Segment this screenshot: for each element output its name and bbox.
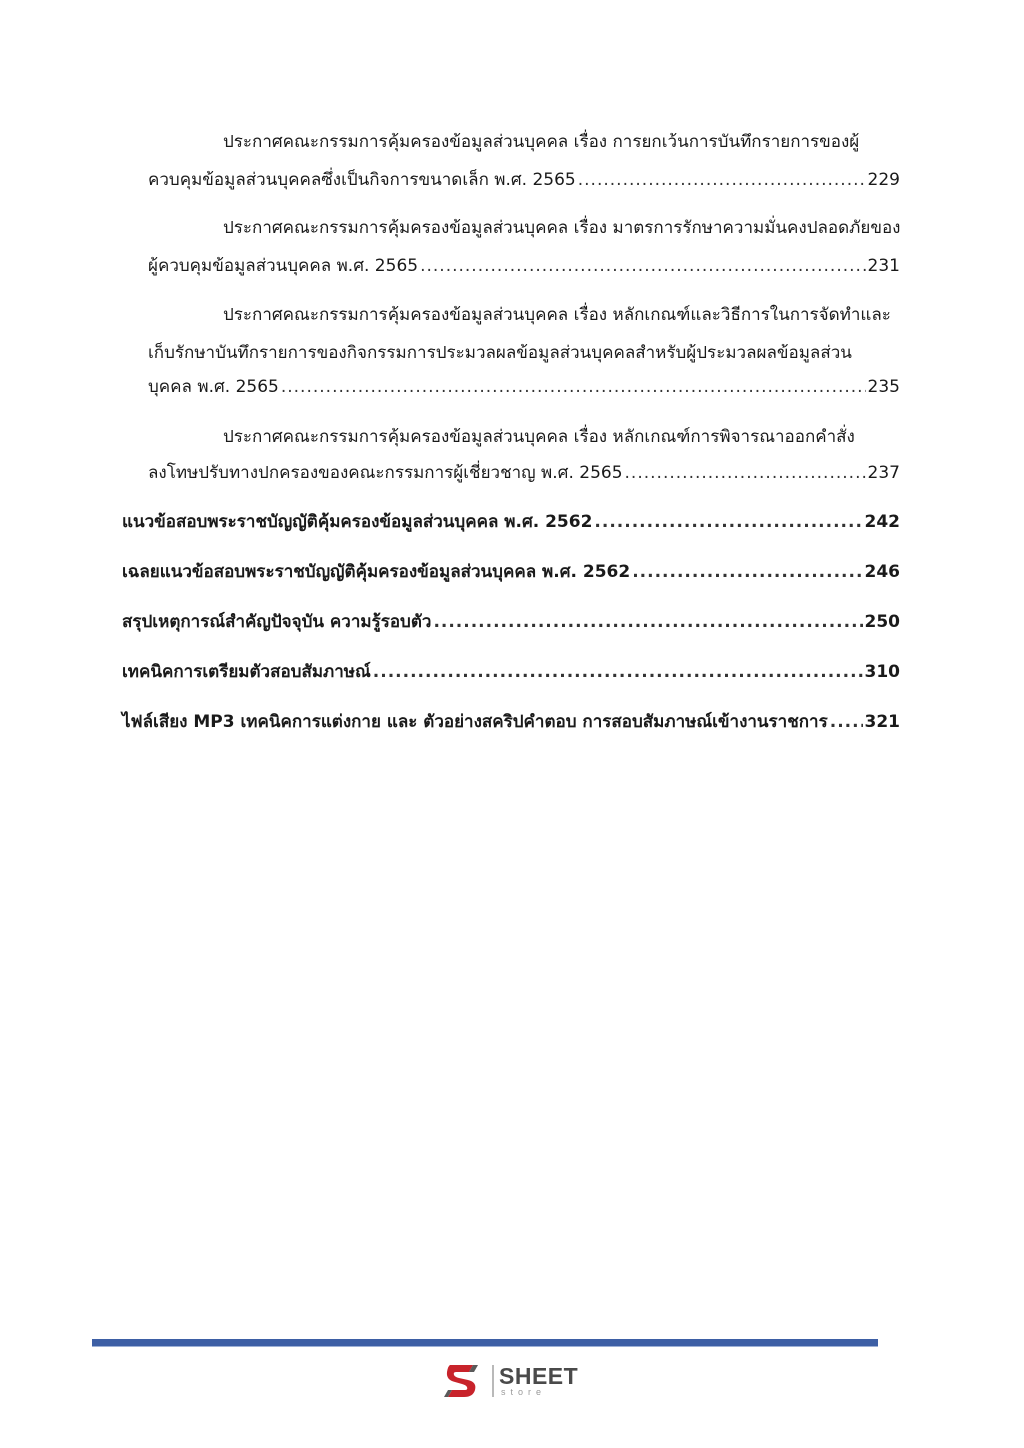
toc-main-title: แนวข้อสอบพระราชบัญญัติคุ้มครองข้อมูลส่วนบุคคล พ.ศ. 2562 <box>122 512 593 532</box>
dot-leader <box>594 512 862 532</box>
dot-leader <box>625 463 866 483</box>
dot-leader <box>578 170 866 190</box>
toc-main-entry[interactable] <box>122 608 900 635</box>
toc-entry-text-line: ผู้ควบคุมข้อมูลส่วนบุคคล พ.ศ. 2565 <box>148 256 419 276</box>
toc-page-number: 310 <box>864 662 900 682</box>
toc-page-number: 229 <box>867 170 900 190</box>
sheet-store-logo <box>443 1360 583 1402</box>
sheet-store-s-logo-icon <box>443 1361 483 1401</box>
toc-page-number: 242 <box>864 512 900 532</box>
toc-main-entry[interactable] <box>122 658 900 685</box>
dot-leader <box>373 662 863 682</box>
toc-entry-text-line: ประกาศคณะกรรมการคุ้มครองข้อมูลส่วนบุคคล เรื่อง มาตรการรักษาความมั่นคงปลอดภัยของ <box>223 218 901 238</box>
toc-entry-text-line: ประกาศคณะกรรมการคุ้มครองข้อมูลส่วนบุคคล เรื่อง การยกเว้นการบันทึกรายการของผู้ <box>223 132 860 152</box>
toc-entry-last-line <box>148 166 900 193</box>
toc-page-number: 231 <box>867 256 900 276</box>
toc-page-number: 237 <box>867 463 900 483</box>
toc-page-number: 321 <box>864 712 900 732</box>
dot-leader <box>420 256 865 276</box>
toc-main-entry[interactable] <box>122 708 900 735</box>
toc-entry-last-line <box>148 373 900 400</box>
toc-page-number: 246 <box>864 562 900 582</box>
toc-entry-text-line: ประกาศคณะกรรมการคุ้มครองข้อมูลส่วนบุคคล เรื่อง หลักเกณฑ์การพิจารณาออกคำสั่ง <box>223 427 855 447</box>
toc-sub-entry[interactable] <box>122 423 900 503</box>
logo-brand-subtext: store <box>501 1387 547 1397</box>
toc-main-title: เฉลยแนวข้อสอบพระราชบัญญัติคุ้มครองข้อมูลส่วนบุคคล พ.ศ. 2562 <box>122 562 631 582</box>
toc-sub-entry[interactable] <box>122 128 900 208</box>
toc-main-entry[interactable] <box>122 508 900 535</box>
toc-sub-entry[interactable] <box>122 301 900 411</box>
toc-entry-last-line <box>148 252 900 279</box>
toc-page-number: 235 <box>867 377 900 397</box>
toc-entry-text-line: เก็บรักษาบันทึกรายการของกิจกรรมการประมวลผลข้อมูลส่วนบุคคลสำหรับผู้ประมวลผลข้อมูลส่วน <box>148 343 852 363</box>
toc-entry-text-line: ประกาศคณะกรรมการคุ้มครองข้อมูลส่วนบุคคล เรื่อง หลักเกณฑ์และวิธีการในการจัดทำและ <box>223 305 891 325</box>
toc-page-number: 250 <box>864 612 900 632</box>
toc-entry-last-line <box>148 459 900 486</box>
logo-brand-text: SHEET <box>499 1363 579 1389</box>
toc-sub-entry[interactable] <box>122 214 900 294</box>
footer-rule <box>92 1339 878 1346</box>
toc-entry-text-line: ควบคุมข้อมูลส่วนบุคคลซึ่งเป็นกิจการขนาดเล็ก พ.ศ. 2565 <box>148 170 576 190</box>
dot-leader <box>830 712 863 732</box>
toc-main-title: ไฟล์เสียง MP3 เทคนิคการแต่งกาย และ ตัวอย่างสคริปคำตอบ การสอบสัมภาษณ์เข้างานราชการ <box>122 712 828 732</box>
logo-separator <box>492 1365 494 1397</box>
dot-leader <box>632 562 862 582</box>
dot-leader <box>281 377 866 397</box>
toc-entry-text-line: บุคคล พ.ศ. 2565 <box>148 377 279 397</box>
toc-main-title: เทคนิคการเตรียมตัวสอบสัมภาษณ์ <box>122 662 371 682</box>
toc-main-title: สรุปเหตุการณ์สำคัญปัจจุบัน ความรู้รอบตัว <box>122 612 432 632</box>
toc-entry-text-line: ลงโทษปรับทางปกครองของคณะกรรมการผู้เชี่ยวชาญ พ.ศ. 2565 <box>148 463 623 483</box>
toc-main-entry[interactable] <box>122 558 900 585</box>
dot-leader <box>433 612 862 632</box>
